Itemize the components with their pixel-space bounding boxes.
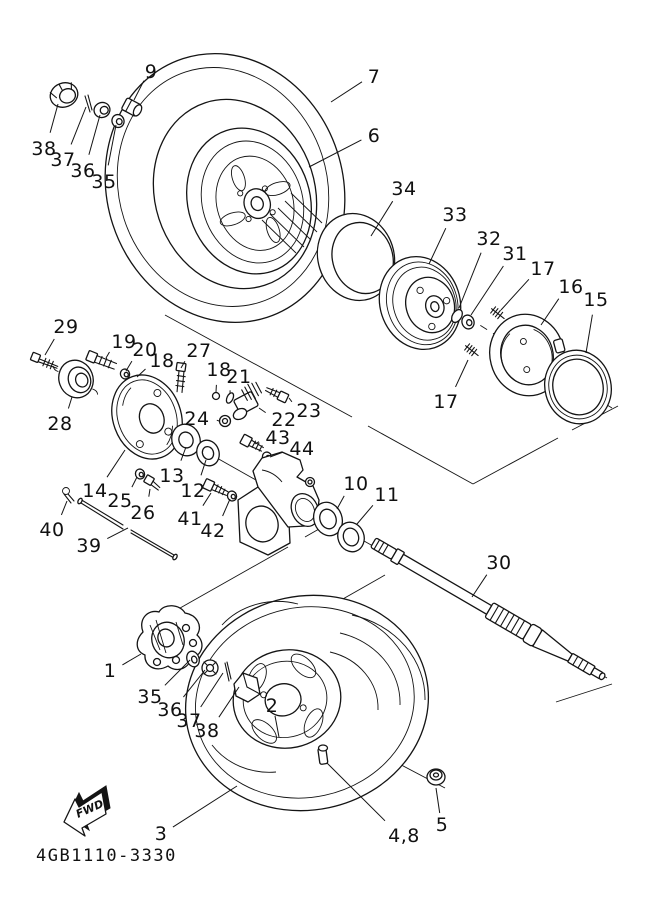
callout-21: 21 [226,366,252,388]
callout-15: 15 [583,289,609,311]
plane-corner-edge [556,684,612,702]
leader-line-40 [61,501,67,515]
callout-20: 20 [132,339,158,361]
nut-24 [220,416,231,427]
leader-line-10 [337,496,344,509]
nut-36 [92,100,112,120]
leader-line-11 [357,505,373,524]
callout-36: 36 [70,160,96,182]
bolt-23 [264,385,289,403]
callout-18: 18 [206,359,232,381]
callout-2: 2 [265,695,279,717]
leader-line-3 [173,786,237,827]
leader-line-42 [223,499,230,516]
leader-line-32 [459,253,481,308]
callout-29: 29 [53,316,79,338]
leader-line-23 [289,398,292,402]
leader-line-16 [541,299,559,325]
valve-4-8 [318,745,328,764]
callout-27: 27 [186,340,212,362]
plane-edge-1b [368,426,473,484]
callout-6: 6 [367,125,381,147]
bolt-43 [240,434,265,454]
leader-line-39 [107,528,128,539]
bolt-27 [173,362,187,392]
callout-28: 28 [47,413,73,435]
leader-line-33 [429,228,446,264]
callout-9: 9 [144,61,158,83]
pin-18-right [213,393,220,400]
callout-4,8: 4,8 [388,825,420,847]
callout-41: 41 [177,508,203,530]
wheel-nut-5 [427,769,445,785]
callout-11: 11 [374,484,400,506]
callout-3: 3 [154,823,168,845]
front-wheel-assembly [71,22,380,354]
callout-30: 30 [486,552,512,574]
fwd-arrow [64,786,110,836]
callout-37: 37 [50,149,76,171]
brake-spring-17-lower [463,343,481,359]
housing-lug-hole [308,480,312,484]
plane-edge-2a [473,438,558,484]
rear-wheel-assembly [165,573,448,833]
callout-14: 14 [82,480,108,502]
bearing-housing-group [238,452,368,556]
bolt-41 [202,478,229,498]
callout-22: 22 [271,409,297,431]
callout-35: 35 [137,686,163,708]
leader-line-36 [89,115,100,155]
plane-edge-1a [165,315,352,417]
brake-spring-17-upper [489,306,507,322]
leader-line-26 [149,489,150,497]
callout-17: 17 [433,391,459,413]
drawing-code: 4GB1110-3330 [36,846,177,866]
callout-43: 43 [265,427,291,449]
callout-1: 1 [103,660,117,682]
callout-31: 31 [502,243,528,265]
callout-40: 40 [39,519,65,541]
bolt-29 [30,352,59,371]
leader-line-22 [259,408,266,413]
callout-37: 37 [176,710,202,732]
leader-line-29 [45,339,54,355]
callout-44: 44 [289,438,315,460]
leader-line-14 [107,450,125,477]
callout-23: 23 [296,400,322,422]
callout-7: 7 [367,66,381,88]
cotter-pin-40 [63,488,75,504]
leader-line-15 [586,315,592,353]
leader-line-5 [436,788,440,813]
callout-17: 17 [530,258,556,280]
leader-line-37 [71,107,86,144]
callout-38: 38 [194,720,220,742]
callout-42: 42 [200,520,226,542]
fwd-arrow-label: FWD [73,797,106,821]
callout-25: 25 [107,490,133,512]
callout-26: 26 [130,502,156,524]
leader-line-19 [106,352,110,358]
leader-line-7 [331,82,362,102]
cotter-pin-37 [85,95,92,112]
castle-nut-36-lower [202,660,218,676]
callout-38: 38 [31,138,57,160]
callout-10: 10 [343,473,369,495]
callout-36: 36 [157,699,183,721]
callout-39: 39 [76,535,102,557]
callout-19: 19 [111,331,137,353]
callout-32: 32 [476,228,502,250]
castle-nut-38 [47,79,82,111]
bolt-19 [86,350,118,371]
leader-line-17 [501,279,529,310]
leader-line-31 [471,266,503,315]
leader-line-20 [126,361,132,371]
callout-33: 33 [442,204,468,226]
callout-18: 18 [149,350,175,372]
leader-line-17 [456,360,469,387]
leader-line-24 [217,420,219,421]
leader-line-28 [68,397,72,409]
leader-line-38 [50,104,58,133]
leader-line-30 [472,575,487,597]
callout-5: 5 [435,814,449,836]
callout-16: 16 [558,276,584,298]
leader-line-1 [122,654,141,665]
callout-34: 34 [391,178,417,200]
callout-35: 35 [91,171,117,193]
callout-24: 24 [184,408,210,430]
callout-13: 13 [159,465,185,487]
callout-12: 12 [180,480,206,502]
leader-line-25 [132,477,137,487]
